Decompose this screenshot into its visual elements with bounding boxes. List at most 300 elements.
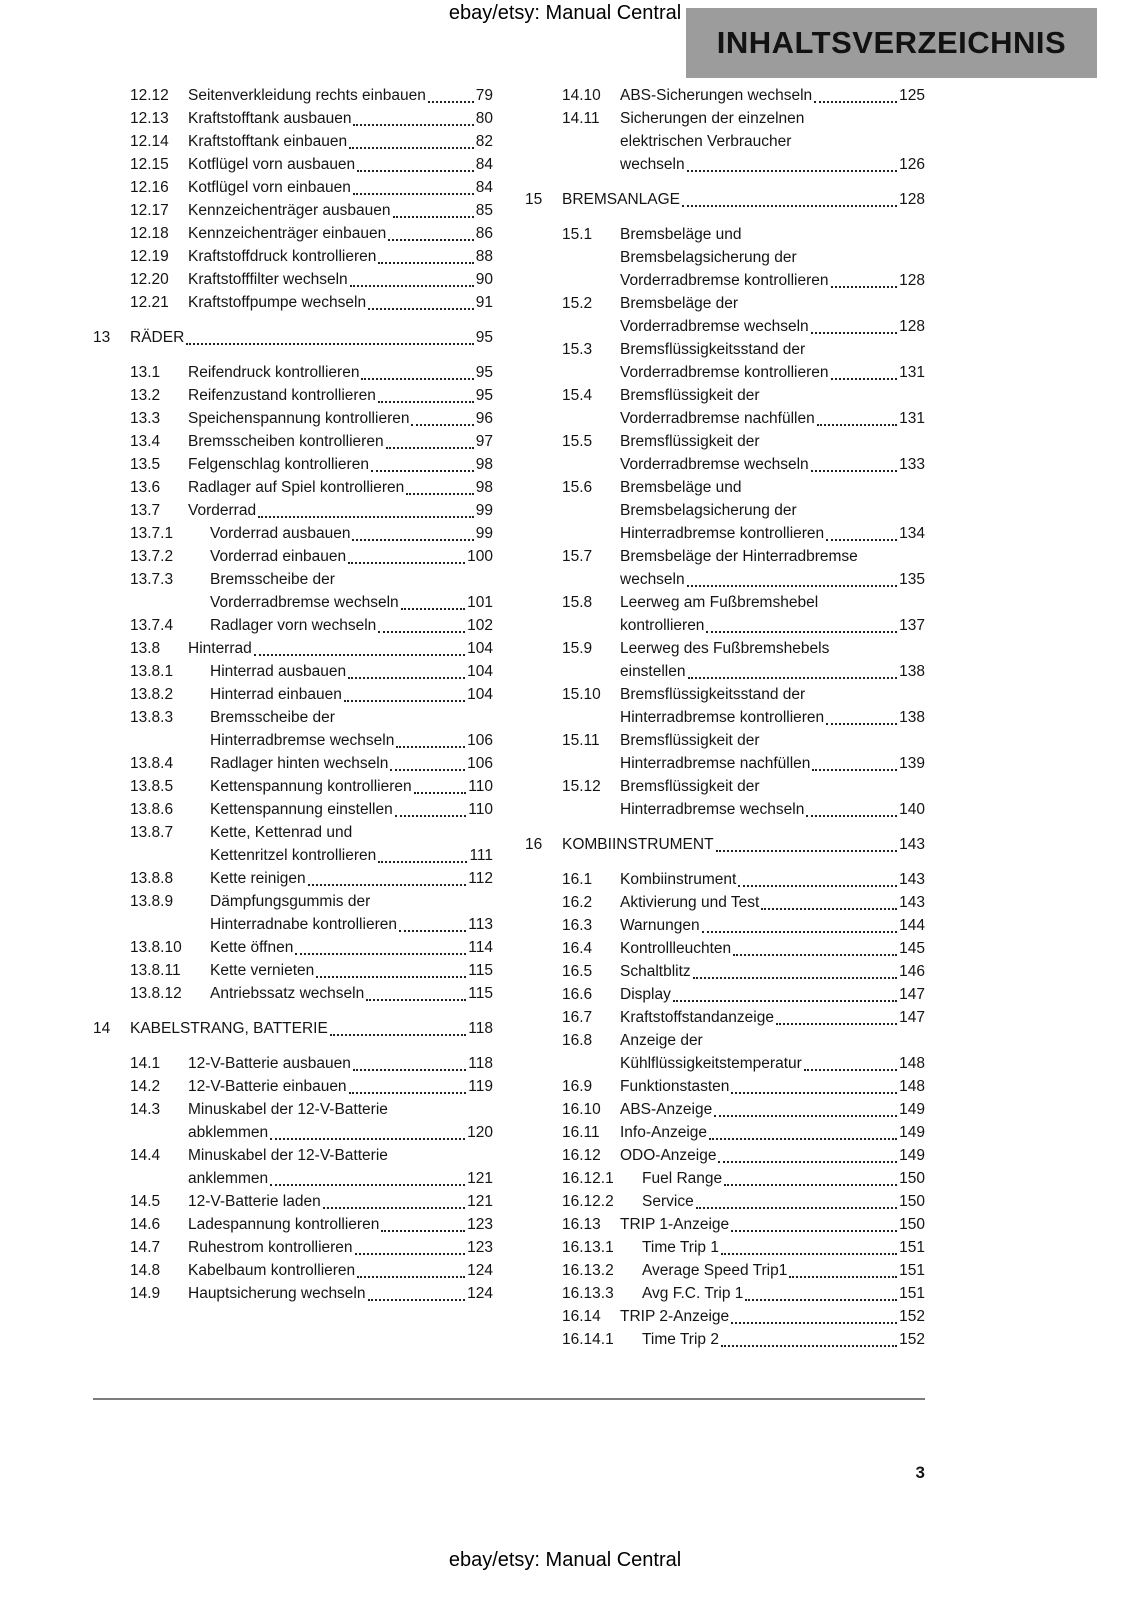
toc-entry-number: 15.1: [562, 226, 593, 243]
dot-leader: [714, 1115, 897, 1117]
toc-entry-title: [620, 1075, 925, 1098]
toc-entry: [130, 130, 493, 153]
toc-entry-number: 13.8.5: [130, 778, 174, 795]
dot-leader: [368, 1299, 466, 1301]
toc-page-number: 138: [899, 709, 925, 726]
toc-page-number: 123: [467, 1239, 493, 1256]
toc-entry: [562, 1213, 925, 1236]
toc-entry: [562, 1305, 925, 1328]
toc-entry-number: 16.4: [562, 940, 593, 957]
toc-entry-number: 16.9: [562, 1078, 593, 1095]
toc-entry-title: [210, 706, 493, 752]
toc-title-text: KOMBIINSTRUMENT: [562, 836, 714, 853]
toc-entry-number: 13.4: [130, 433, 161, 450]
toc-entry: [130, 384, 493, 407]
toc-entry-title: [642, 1282, 925, 1305]
dot-leader: [806, 815, 897, 817]
toc-entry-number: 14.7: [130, 1239, 161, 1256]
toc-entry-title: [188, 1236, 493, 1259]
toc-entry-title: [620, 1098, 925, 1121]
toc-title-text: Vorderradbremse wechseln: [620, 456, 809, 473]
toc-entry-title: [620, 384, 925, 430]
toc-entry-title: [642, 1167, 925, 1190]
toc-page-number: 124: [467, 1262, 493, 1279]
toc-page-number: 145: [899, 940, 925, 957]
toc-entry-number: 12.16: [130, 179, 169, 196]
dot-leader: [186, 343, 473, 345]
toc-page-number: 128: [899, 272, 925, 289]
toc-entry-number: 16.5: [562, 963, 593, 980]
toc-title-text: Bremsflüssigkeit der: [620, 778, 760, 795]
dot-leader: [353, 1069, 466, 1071]
dot-leader: [348, 562, 465, 564]
toc-title-text: Kette öffnen: [210, 939, 294, 956]
toc-page-number: 149: [899, 1124, 925, 1141]
dot-leader: [789, 1276, 897, 1278]
dot-leader: [687, 170, 898, 172]
toc-page-number: 147: [899, 1009, 925, 1026]
toc-entry-title: [188, 1213, 493, 1236]
toc-entry: [562, 1167, 925, 1190]
toc-page-number: 102: [467, 617, 493, 634]
toc-title-text: ODO-Anzeige: [620, 1147, 717, 1164]
toc-entry-number: 14.6: [130, 1216, 161, 1233]
dot-leader: [378, 861, 467, 863]
toc-entry-title: [188, 637, 493, 660]
toc-title-text: Schaltblitz: [620, 963, 691, 980]
dot-leader: [733, 954, 897, 956]
toc-title-text: Reifenzustand kontrollieren: [188, 387, 376, 404]
toc-page-number: 80: [475, 110, 493, 127]
dot-leader: [761, 908, 897, 910]
dot-leader: [330, 1034, 466, 1036]
toc-entry-title: [620, 1121, 925, 1144]
toc-entry-title: [620, 937, 925, 960]
dot-leader: [831, 286, 898, 288]
toc-entry-title: [620, 868, 925, 891]
toc-entry: [130, 245, 493, 268]
toc-title-text: Leerweg am Fußbremshebel: [620, 594, 819, 611]
toc-title-text: Kraftstoffdruck kontrollieren: [188, 248, 377, 265]
toc-entry-number: 13.7.2: [130, 548, 174, 565]
toc-chapter-entry: [93, 326, 493, 349]
toc-title-text: Kette vernieten: [210, 962, 315, 979]
dot-leader: [724, 1184, 897, 1186]
toc-page-number: 110: [468, 801, 493, 818]
toc-entry-number: 12.19: [130, 248, 169, 265]
toc-entry-number: 12.14: [130, 133, 169, 150]
toc-entry-number: 15.3: [562, 341, 593, 358]
toc-entry-title: [188, 1052, 493, 1075]
dot-leader: [776, 1023, 897, 1025]
toc-title-text: Vorderrad einbauen: [210, 548, 347, 565]
toc-title-text: Kühlflüssigkeitstemperatur: [620, 1055, 802, 1072]
toc-entry-number: 14.5: [130, 1193, 161, 1210]
toc-title-text: Average Speed Trip1: [642, 1262, 788, 1279]
toc-entry: [130, 291, 493, 314]
toc-page-number: 151: [899, 1285, 925, 1302]
toc-entry: [562, 1075, 925, 1098]
toc-page-number: 150: [899, 1216, 925, 1233]
toc-page-number: 118: [468, 1055, 493, 1072]
toc-page-number: 147: [899, 986, 925, 1003]
toc-title-text: Bremsscheibe der: [210, 709, 335, 726]
toc-title-text: Time Trip 2: [642, 1331, 719, 1348]
toc-entry-number: 16.1: [562, 871, 593, 888]
toc-entry-number: 15.6: [562, 479, 593, 496]
dot-leader: [355, 1253, 466, 1255]
toc-page-number: 138: [899, 663, 925, 680]
toc-page-number: 128: [899, 318, 925, 335]
dot-leader: [831, 378, 898, 380]
toc-entry-number: 13.8.7: [130, 824, 174, 841]
toc-title-text: Antriebssatz wechseln: [210, 985, 365, 1002]
toc-entry-number: 16.8: [562, 1032, 593, 1049]
toc-page-number: 96: [475, 410, 493, 427]
toc-entry: [562, 1098, 925, 1121]
toc-title-text: Kotflügel vorn einbauen: [188, 179, 351, 196]
toc-entry-number: 15: [525, 191, 543, 208]
toc-entry-number: 13.2: [130, 387, 161, 404]
toc-title-text: Bremsbeläge und: [620, 479, 742, 496]
toc-entry-number: 16.10: [562, 1101, 601, 1118]
toc-page-number: 128: [899, 191, 925, 208]
toc-title-text: RÄDER: [130, 329, 185, 346]
toc-entry-title: [210, 982, 493, 1005]
toc-entry-number: 13.7.3: [130, 571, 174, 588]
toc-title-text: Kettenritzel kontrollieren: [210, 847, 377, 864]
toc-entry-number: 14.2: [130, 1078, 161, 1095]
toc-entry-title: [620, 983, 925, 1006]
dot-leader: [396, 746, 465, 748]
dot-leader: [812, 769, 897, 771]
toc-entry-title: [210, 683, 493, 706]
toc-title-text: Kennzeichenträger einbauen: [188, 225, 387, 242]
toc-title-text: Bremsflüssigkeitsstand der: [620, 341, 806, 358]
dot-leader: [688, 677, 898, 679]
toc-title-text: Kette reinigen: [210, 870, 306, 887]
toc-page-number: 104: [467, 640, 493, 657]
toc-entry-number: 13.8.4: [130, 755, 174, 772]
toc-title-text: Hinterradbremse wechseln: [210, 732, 395, 749]
toc-title-text: Hinterrad: [188, 640, 252, 657]
dot-leader: [381, 1230, 465, 1232]
toc-entry: [130, 775, 493, 798]
toc-entry: [562, 430, 925, 476]
toc-title-text: Funktionstasten: [620, 1078, 730, 1095]
toc-page-number: 121: [467, 1193, 493, 1210]
toc-title-text: Aktivierung und Test: [620, 894, 760, 911]
toc-entry: [562, 476, 925, 545]
dot-leader: [395, 815, 467, 817]
toc-page-number: 143: [899, 836, 925, 853]
toc-entry: [130, 959, 493, 982]
toc-entry-title: [210, 959, 493, 982]
toc-entry: [130, 453, 493, 476]
toc-title-text: Minuskabel der 12-V-Batterie: [188, 1101, 388, 1118]
toc-entry: [562, 637, 925, 683]
toc-entry-title: [188, 107, 493, 130]
toc-page-number: 95: [475, 329, 493, 346]
toc-title-text: Bremsflüssigkeit der: [620, 732, 760, 749]
toc-page-number: 115: [468, 962, 493, 979]
toc-entry-number: 16.11: [562, 1124, 600, 1141]
toc-entry: [130, 821, 493, 867]
toc-title-text: 12-V-Batterie ausbauen: [188, 1055, 351, 1072]
toc-entry-number: 15.8: [562, 594, 593, 611]
toc-page-number: 139: [899, 755, 925, 772]
dot-leader: [804, 1069, 897, 1071]
toc-title-text: abklemmen: [188, 1124, 269, 1141]
toc-page-number: 143: [899, 894, 925, 911]
toc-page-number: 95: [475, 364, 493, 381]
toc-entry-number: 14.4: [130, 1147, 161, 1164]
toc-page-number: 146: [899, 963, 925, 980]
dot-leader: [428, 101, 474, 103]
toc-entry-number: 15.2: [562, 295, 593, 312]
toc-entry-number: 13.5: [130, 456, 161, 473]
page-title-box: [686, 8, 1097, 78]
toc-title-text: Vorderradbremse wechseln: [210, 594, 399, 611]
toc-entry: [130, 107, 493, 130]
toc-page-number: 131: [899, 364, 925, 381]
toc-title-text: Warnungen: [620, 917, 700, 934]
toc-entry: [130, 199, 493, 222]
toc-entry-number: 13.8: [130, 640, 161, 657]
toc-entry-number: 16: [525, 836, 543, 853]
toc-title-text: Avg F.C. Trip 1: [642, 1285, 744, 1302]
toc-entry-number: 14.8: [130, 1262, 161, 1279]
dot-leader: [361, 378, 473, 380]
dot-leader: [693, 977, 897, 979]
toc-entry-title: [210, 568, 493, 614]
toc-entry-title: [210, 798, 493, 821]
toc-entry: [562, 683, 925, 729]
toc-chapter-entry: [525, 833, 925, 856]
dot-leader: [353, 193, 474, 195]
toc-page-number: 100: [467, 548, 493, 565]
toc-entry: [130, 1282, 493, 1305]
toc-entry: [562, 223, 925, 292]
toc-entry-title: [130, 1017, 493, 1040]
toc-page-number: 151: [899, 1239, 925, 1256]
toc-entry: [130, 430, 493, 453]
toc-entry: [562, 545, 925, 591]
toc-title-text: Bremsbeläge der Hinterradbremse: [620, 548, 858, 565]
toc-page-number: 125: [899, 87, 925, 104]
dot-leader: [406, 493, 473, 495]
dot-leader: [718, 1161, 897, 1163]
toc-title-text: BREMSANLAGE: [562, 191, 681, 208]
toc-page-number: 143: [899, 871, 925, 888]
toc-title-text: Felgenschlag kontrollieren: [188, 456, 369, 473]
toc-page-number: 121: [467, 1170, 493, 1187]
toc-entry-title: [188, 268, 493, 291]
toc-page-number: 112: [468, 870, 493, 887]
toc-entry: [562, 1029, 925, 1075]
toc-entry-title: [620, 960, 925, 983]
toc-title-text: Hinterrad ausbauen: [210, 663, 347, 680]
toc-page-number: 144: [899, 917, 925, 934]
toc-entry: [130, 176, 493, 199]
toc-entry: [562, 775, 925, 821]
toc-entry-title: [188, 1144, 493, 1190]
toc-entry: [130, 476, 493, 499]
toc-entry-title: [620, 1213, 925, 1236]
dot-leader: [393, 216, 474, 218]
toc-entry: [562, 591, 925, 637]
toc-title-text: Bremsscheibe der: [210, 571, 335, 588]
toc-title-text: wechseln: [620, 156, 685, 173]
dot-leader: [344, 700, 465, 702]
toc-entry-number: 12.20: [130, 271, 169, 288]
toc-page-number: 79: [475, 87, 493, 104]
toc-page-number: 149: [899, 1147, 925, 1164]
toc-title-text: kontrollieren: [620, 617, 705, 634]
toc-page-number: 85: [475, 202, 493, 219]
dot-leader: [390, 769, 465, 771]
dot-leader: [814, 101, 897, 103]
toc-title-text: Bremsbeläge und: [620, 226, 742, 243]
toc-page-number: 84: [475, 179, 493, 196]
dot-leader: [323, 1207, 465, 1209]
dot-leader: [414, 792, 467, 794]
dot-leader: [687, 585, 898, 587]
toc-entry-number: 15.9: [562, 640, 593, 657]
header-watermark: ebay/etsy: Manual Central: [448, 2, 682, 24]
toc-title-text: Speichenspannung kontrollieren: [188, 410, 410, 427]
dot-leader: [270, 1138, 465, 1140]
dot-leader: [357, 1276, 465, 1278]
dot-leader: [386, 447, 474, 449]
toc-entry-title: [210, 752, 493, 775]
toc-entry-number: 13.8.1: [130, 663, 174, 680]
toc-entry-number: 16.13.2: [562, 1262, 614, 1279]
toc-entry-number: 12.12: [130, 87, 169, 104]
toc-entry: [562, 1236, 925, 1259]
toc-page-number: 131: [899, 410, 925, 427]
dot-leader: [745, 1299, 897, 1301]
dot-leader: [738, 885, 897, 887]
toc-entry-number: 15.7: [562, 548, 593, 565]
toc-title-text: Seitenverkleidung rechts einbauen: [188, 87, 426, 104]
toc-title-text: Bremsscheiben kontrollieren: [188, 433, 384, 450]
toc-entry: [130, 637, 493, 660]
toc-title-text: Bremsbelagsicherung der: [620, 249, 797, 266]
toc-entry-number: 16.2: [562, 894, 593, 911]
toc-entry-title: [620, 914, 925, 937]
toc-page-number: 150: [899, 1170, 925, 1187]
toc-title-text: Minuskabel der 12-V-Batterie: [188, 1147, 388, 1164]
footer-divider: [93, 1398, 925, 1400]
toc-page-number: 104: [467, 686, 493, 703]
toc-entry-title: [188, 430, 493, 453]
toc-title-text: Kombiinstrument: [620, 871, 737, 888]
toc-column-left: [93, 84, 493, 1351]
toc-entry: [562, 292, 925, 338]
dot-leader: [350, 285, 474, 287]
toc-entry-title: [188, 153, 493, 176]
toc-title-text: Vorderradbremse wechseln: [620, 318, 809, 335]
toc-title-text: Hauptsicherung wechseln: [188, 1285, 366, 1302]
toc-entry-number: 14.3: [130, 1101, 161, 1118]
toc-page-number: 119: [468, 1078, 493, 1095]
toc-page-number: 137: [899, 617, 925, 634]
toc-title-text: Hinterradbremse kontrollieren: [620, 709, 825, 726]
toc-entry-number: 12.18: [130, 225, 169, 242]
toc-entry-title: [642, 1236, 925, 1259]
toc-title-text: Hinterradbremse kontrollieren: [620, 525, 825, 542]
toc-entry: [562, 983, 925, 1006]
dot-leader: [308, 884, 467, 886]
dot-leader: [731, 1230, 897, 1232]
toc-entry: [562, 84, 925, 107]
toc-entry-number: 13.8.2: [130, 686, 174, 703]
toc-entry-number: 15.4: [562, 387, 593, 404]
toc-entry-number: 14.10: [562, 87, 601, 104]
toc-entry-number: 16.12.2: [562, 1193, 614, 1210]
toc-title-text: elektrischen Verbraucher: [620, 133, 792, 150]
toc-chapter-entry: [525, 188, 925, 211]
toc-entry: [562, 1190, 925, 1213]
toc-entry: [562, 338, 925, 384]
toc-entry-title: [188, 476, 493, 499]
toc-entry-number: 16.14.1: [562, 1331, 614, 1348]
toc-title-text: Vorderradbremse kontrollieren: [620, 272, 829, 289]
toc-entry-number: 12.13: [130, 110, 169, 127]
dot-leader: [353, 124, 473, 126]
toc-entry-title: [210, 660, 493, 683]
toc-entry: [130, 1190, 493, 1213]
toc-entry: [562, 937, 925, 960]
toc-entry-title: [620, 891, 925, 914]
toc-page-number: 98: [475, 456, 493, 473]
toc-entry-number: 12.15: [130, 156, 169, 173]
toc-entry-title: [188, 1190, 493, 1213]
dot-leader: [378, 262, 473, 264]
dot-leader: [817, 424, 897, 426]
toc-title-text: Radlager auf Spiel kontrollieren: [188, 479, 405, 496]
toc-title-text: Bremsflüssigkeit der: [620, 387, 760, 404]
toc-title-text: Hinterradnabe kontrollieren: [210, 916, 397, 933]
toc-title-text: Dämpfungsgummis der: [210, 893, 371, 910]
toc-title-text: Service: [642, 1193, 694, 1210]
toc-page-number: 99: [475, 525, 493, 542]
dot-leader: [673, 1000, 897, 1002]
toc-entry-number: 14.9: [130, 1285, 161, 1302]
toc-title-text: Hinterrad einbauen: [210, 686, 342, 703]
toc-title-text: Kabelbaum kontrollieren: [188, 1262, 356, 1279]
toc-title-text: Kennzeichenträger ausbauen: [188, 202, 391, 219]
toc-title-text: Kraftstoffpumpe wechseln: [188, 294, 367, 311]
toc-page-number: 114: [468, 939, 493, 956]
toc-entry: [130, 706, 493, 752]
toc-page-number: 104: [467, 663, 493, 680]
toc-page-number: 133: [899, 456, 925, 473]
toc-entry-number: 16.13.1: [562, 1239, 614, 1256]
toc-entry-title: [620, 729, 925, 775]
toc-entry-number: 13.8.12: [130, 985, 182, 1002]
toc-entry-title: [620, 683, 925, 729]
toc-entry: [562, 1282, 925, 1305]
toc-entry: [130, 222, 493, 245]
toc-entry-title: [188, 199, 493, 222]
toc-entry-number: 13.1: [130, 364, 161, 381]
toc-title-text: Radlager vorn wechseln: [210, 617, 377, 634]
toc-title-text: 12-V-Batterie laden: [188, 1193, 321, 1210]
dot-leader: [378, 631, 465, 633]
toc-title-text: Ruhestrom kontrollieren: [188, 1239, 353, 1256]
